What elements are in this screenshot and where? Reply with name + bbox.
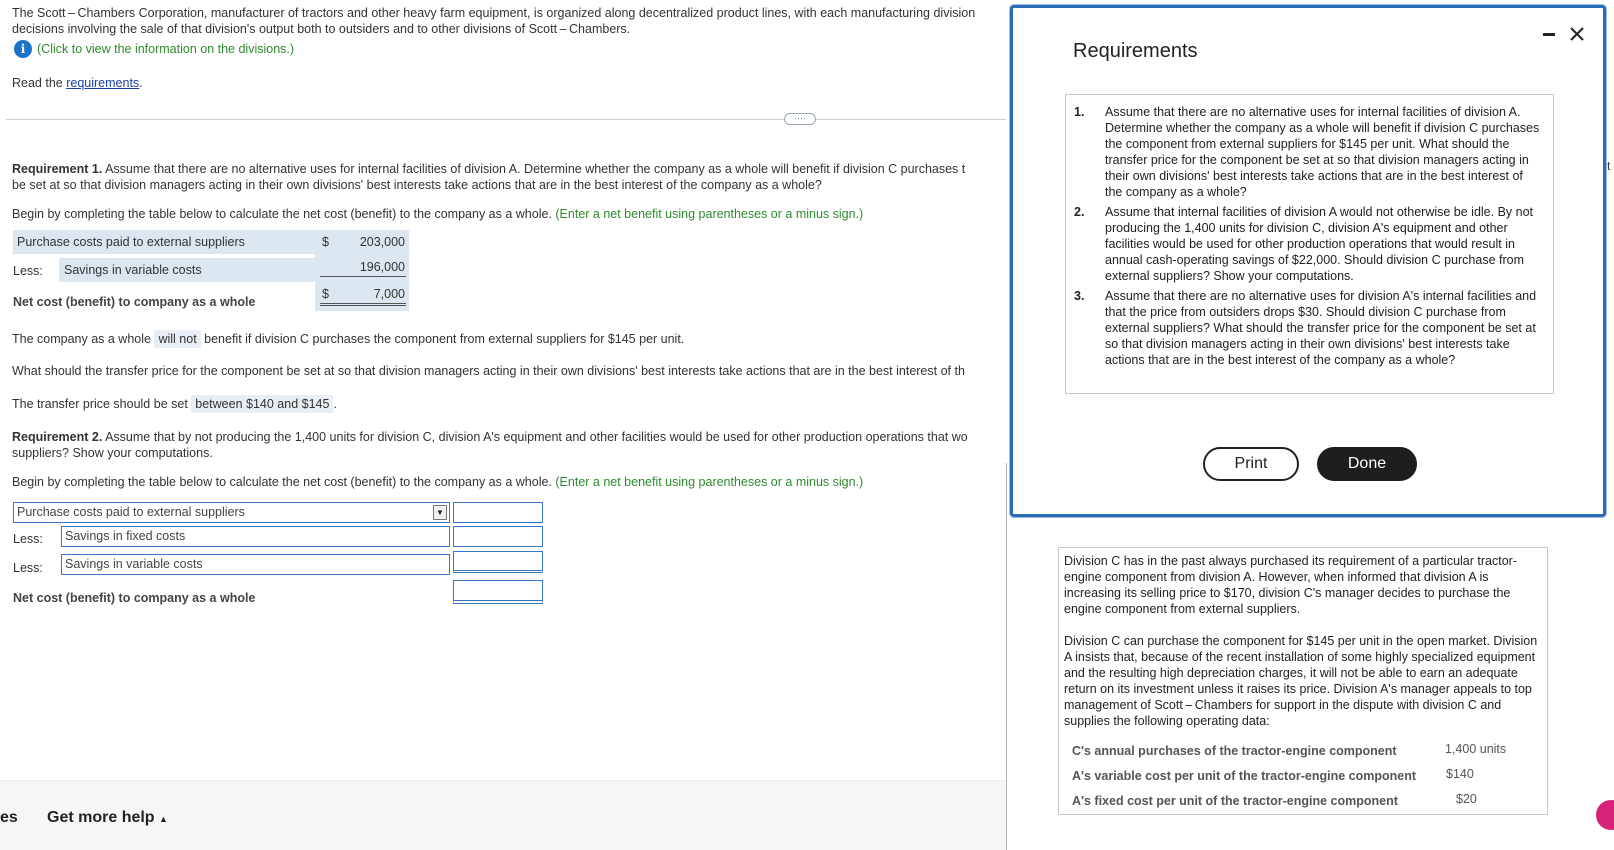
requirement-item bbox=[1074, 204, 1543, 284]
req1-question: What should the transfer price for the component be set at so that division managers acting in their own divisions' best interests take actions that are in the best interest of th bbox=[12, 364, 965, 378]
info-row-1-label: C's annual purchases of the tractor-engine component bbox=[1072, 744, 1397, 758]
requirement-number: 3. bbox=[1074, 289, 1085, 303]
requirement-number: 2. bbox=[1074, 205, 1085, 219]
req1-value-savings: 196,000 bbox=[359, 260, 405, 274]
division-info-link[interactable]: (Click to view the information on the divisions.) bbox=[37, 42, 295, 56]
req2-label: Requirement 2. bbox=[12, 430, 103, 444]
req1-less-label: Less: bbox=[13, 264, 43, 278]
req1-begin: Begin by completing the table below to calculate the net cost (benefit) to the company as a whole. bbox=[12, 207, 552, 221]
req2-hint: (Enter a net benefit using parentheses or a minus sign.) bbox=[555, 475, 864, 489]
read-suffix: . bbox=[139, 76, 143, 90]
req1-text-line-2: be set at so that division managers acting in their own divisions' best interests take actions that are in the best interest of the company as a whole? bbox=[12, 178, 822, 192]
info-row-2-value: $140 bbox=[1446, 767, 1474, 781]
requirement-item bbox=[1074, 104, 1543, 200]
division-info-panel bbox=[1006, 463, 1610, 850]
info-paragraph-1: Division C has in the past always purchased its requirement of a particular tractor-engine component from division A. However, when informed that division A is increasing its selling price to $170, division C's manager decides to purchase the engine component from external suppliers. bbox=[1064, 554, 1517, 616]
requirements-link[interactable]: requirements bbox=[66, 76, 140, 90]
req1-transfer-post: . bbox=[333, 397, 337, 411]
req1-dollar-2: $ bbox=[322, 287, 329, 301]
division-info-box bbox=[1058, 547, 1548, 815]
requirements-dialog bbox=[1010, 5, 1606, 517]
req1-conclusion-post: benefit if division C purchases the component from external suppliers for $145 per unit. bbox=[204, 332, 685, 346]
info-row-3-label: A's fixed cost per unit of the tractor-engine component bbox=[1072, 794, 1398, 808]
read-prefix: Read the bbox=[12, 76, 67, 90]
req1-net-underline-1 bbox=[320, 303, 406, 304]
req2-row1-amount-input[interactable] bbox=[453, 502, 543, 523]
req2-begin: Begin by completing the table below to calculate the net cost (benefit) to the company as a whole. bbox=[12, 475, 552, 489]
dropdown-arrow-icon[interactable]: ▼ bbox=[433, 505, 447, 520]
req1-value-purchase: 203,000 bbox=[359, 235, 405, 249]
requirement-text: Assume that there are no alternative uses for division A's internal facilities and that the price from outsiders drops $30. Should division C purchase from external suppliers? What should the transfer price for the component be set at so that division managers acting in their own divisions' best interests take actions that are in the best interest of the company as a whole? bbox=[1105, 289, 1537, 367]
req2-fixed-costs-field[interactable]: Savings in fixed costs bbox=[61, 526, 450, 547]
req2-instruction bbox=[12, 475, 863, 489]
req1-label: Requirement 1. bbox=[12, 162, 103, 176]
get-more-help-button[interactable] bbox=[47, 809, 168, 827]
intro-line-1: The Scott – Chambers Corporation, manufacturer of tractors and other heavy farm equipment, is organized along decentralized product lines, with each manufacturing division bbox=[12, 6, 976, 20]
footer-left-fragment: es bbox=[0, 809, 18, 826]
req2-row2-amount-input[interactable] bbox=[453, 526, 543, 547]
requirement-item bbox=[1074, 288, 1543, 368]
req1-row-purchase-label: Purchase costs paid to external suppliers bbox=[17, 235, 245, 249]
get-more-help-label: Get more help bbox=[47, 809, 155, 826]
info-row-3-value: $20 bbox=[1456, 792, 1477, 806]
req1-value-net: 7,000 bbox=[373, 287, 405, 301]
req1-transfer bbox=[12, 397, 337, 411]
req2-dropdown-value: Purchase costs paid to external suppliers bbox=[17, 505, 245, 519]
req1-net-underline-2 bbox=[320, 305, 406, 306]
caret-up-icon: ▲ bbox=[159, 814, 168, 824]
req1-transfer-select[interactable]: between $140 and $145 bbox=[191, 395, 333, 413]
req2-net-amount-input[interactable] bbox=[453, 580, 543, 604]
minimize-icon[interactable] bbox=[1543, 33, 1555, 36]
req1-row-savings-label: Savings in variable costs bbox=[64, 263, 202, 277]
dialog-title: Requirements bbox=[1073, 40, 1198, 62]
requirement-text: Assume that internal facilities of division A would not otherwise be idle. By not producing the 1,400 units for division C, division A's equipment and other facilities would be used for other production operations that would result in annual cash-operating savings of $22,000. Should division C purchase from external suppliers? Show your computations. bbox=[1105, 205, 1534, 283]
read-requirements-line bbox=[12, 76, 143, 90]
info-row-1-value: 1,400 units bbox=[1445, 742, 1507, 756]
req1-conclusion-pre: The company as a whole bbox=[12, 332, 151, 346]
req2-text-line-1 bbox=[12, 430, 968, 444]
requirements-list bbox=[1065, 94, 1554, 394]
req2-less-2: Less: bbox=[13, 561, 43, 575]
req1-hint: (Enter a net benefit using parentheses or a minus sign.) bbox=[555, 207, 864, 221]
right-edge-fragment: t bbox=[1607, 159, 1611, 173]
req1-dollar-1: $ bbox=[322, 235, 329, 249]
print-button[interactable]: Print bbox=[1203, 447, 1299, 481]
req1-sum-underline bbox=[320, 276, 406, 277]
requirement-text: Assume that there are no alternative uses for internal facilities of division A. Determine whether the company as a whole will benefit if division C purchases the component from external suppliers for $145 per unit. What should the transfer price for the component be set at so that division managers acting in their own divisions' best interests take actions that are in the best interest of the company as a whole? bbox=[1105, 105, 1540, 199]
req1-text1: Assume that there are no alternative uses for internal facilities of division A. Determine whether the company as a whole will benefit if division C purchases t bbox=[102, 162, 966, 176]
info-row-2-label: A's variable cost per unit of the tractor-engine component bbox=[1072, 769, 1416, 783]
req2-net-label: Net cost (benefit) to company as a whole bbox=[13, 591, 256, 605]
req2-less-1: Less: bbox=[13, 532, 43, 546]
close-icon[interactable] bbox=[1569, 26, 1585, 42]
section-divider bbox=[6, 119, 1006, 120]
req2-text-line-2: suppliers? Show your computations. bbox=[12, 446, 213, 460]
req1-text-line-1 bbox=[12, 162, 965, 176]
req1-row-net-label: Net cost (benefit) to company as a whole bbox=[13, 295, 256, 309]
req1-instruction bbox=[12, 207, 863, 221]
req1-conclusion bbox=[12, 332, 684, 346]
req2-text1: Assume that by not producing the 1,400 units for division C, division A's equipment and other facilities would be used for other production operations that wo bbox=[102, 430, 968, 444]
intro-line-2: decisions involving the sale of that division's output both to outsiders and to other divisions of Scott – Chambers. bbox=[12, 22, 631, 36]
req2-row1-dropdown[interactable] bbox=[13, 502, 450, 523]
req2-row3-amount-input[interactable] bbox=[453, 551, 543, 573]
done-button[interactable]: Done bbox=[1317, 447, 1417, 481]
more-options-icon[interactable]: ···· bbox=[784, 113, 816, 125]
req2-variable-costs-field[interactable]: Savings in variable costs bbox=[61, 554, 450, 575]
info-icon[interactable]: i bbox=[14, 40, 32, 58]
req1-transfer-pre: The transfer price should be set bbox=[12, 397, 188, 411]
info-paragraph-2: Division C can purchase the component for $145 per unit in the open market. Division A insists that, because of the recent installation of some highly specialized equipment and the resulting high depreciation charges, it will not be able to earn an adequate return on its investment unless it raises its price. Division A's manager appeals to top management of Scott – Chambers for support in the dispute with division C and supplies the following operating data: bbox=[1064, 634, 1538, 728]
requirement-number: 1. bbox=[1074, 105, 1085, 119]
req1-conclusion-select[interactable]: will not bbox=[154, 330, 200, 348]
